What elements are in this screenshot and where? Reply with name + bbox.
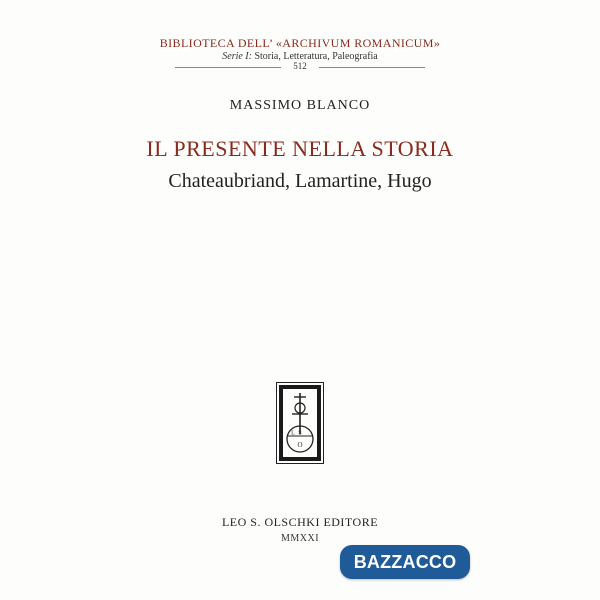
- emblem-letter-s: S: [298, 430, 302, 437]
- series-title: BIBLIOTECA DELL’ «ARCHIVUM ROMANICUM»: [159, 36, 441, 50]
- book-title: IL PRESENTE NELLA STORIA: [146, 136, 454, 161]
- publication-year: MMXXI: [280, 533, 320, 544]
- series-number: 512: [293, 61, 307, 71]
- book-subtitle: Chateaubriand, Lamartine, Hugo: [168, 170, 432, 192]
- series-label: Serie I:: [222, 51, 252, 62]
- series-subjects: Storia, Letteratura, Paleografia: [251, 51, 378, 62]
- bazzacco-badge: BAZZACCO: [340, 545, 470, 579]
- olschki-emblem-icon: [276, 382, 324, 464]
- author-name: MASSIMO BLANCO: [229, 98, 371, 113]
- emblem-letter-l: L: [291, 430, 295, 437]
- emblem-letter-o: O: [297, 441, 303, 449]
- publisher-name: LEO S. OLSCHKI EDITORE: [221, 515, 379, 529]
